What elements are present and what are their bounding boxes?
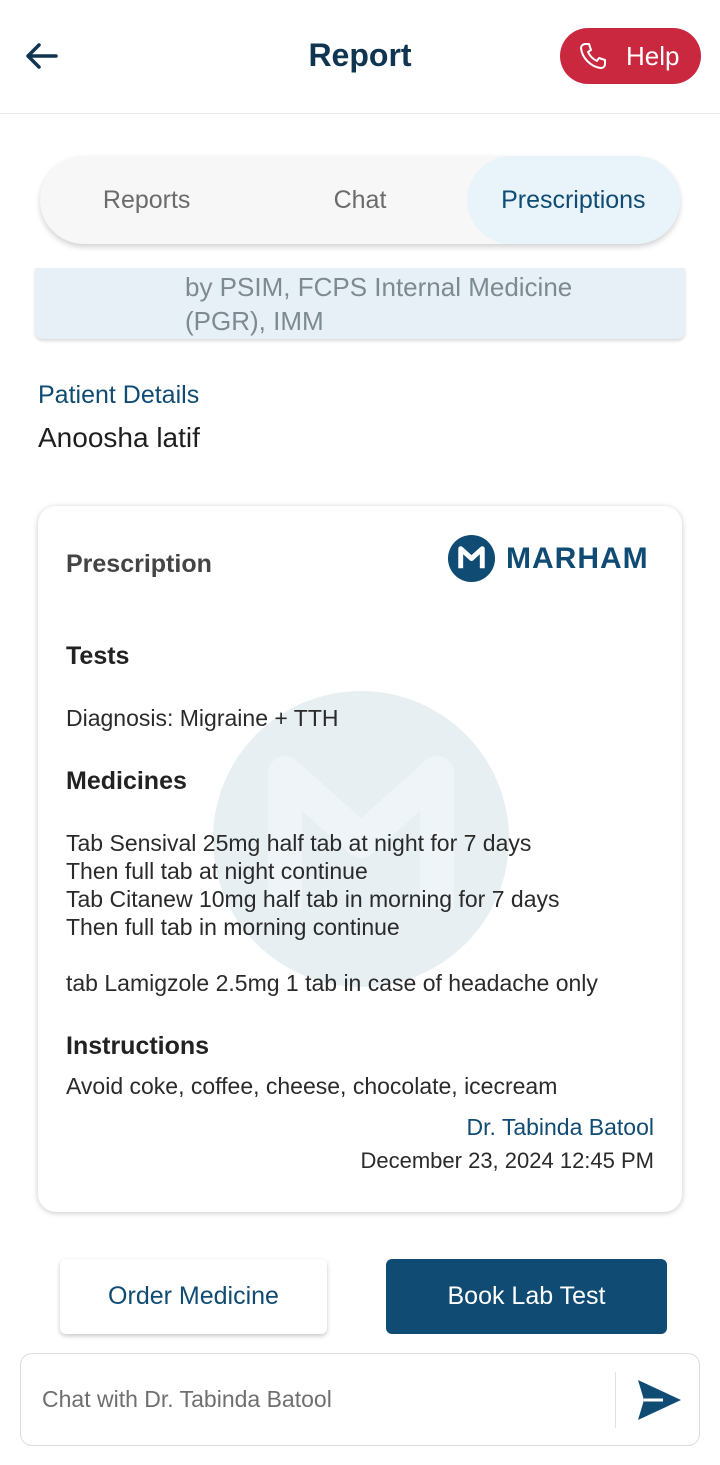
- send-icon: [633, 1376, 685, 1424]
- phone-icon: [578, 41, 608, 71]
- patient-name: Anoosha latif: [38, 422, 200, 453]
- medicine-line: Tab Sensival 25mg half tab at night for 7 days: [66, 830, 532, 856]
- prescription-title: Prescription: [66, 550, 212, 578]
- prescribing-doctor: Dr. Tabinda Batool: [466, 1114, 654, 1140]
- medicine-line: tab Lamigzole 2.5mg 1 tab in case of headache only: [66, 970, 598, 996]
- chat-divider: [615, 1372, 616, 1428]
- marham-logo-icon: [447, 534, 496, 583]
- prescription-date: December 23, 2024 12:45 PM: [360, 1148, 654, 1173]
- patient-details-label: Patient Details: [38, 381, 200, 409]
- doctor-info-card: [35, 268, 685, 339]
- prescription-card: [38, 506, 682, 1212]
- marham-logo-text: MARHAM: [506, 541, 649, 575]
- tab-reports[interactable]: Reports: [102, 185, 191, 214]
- chat-input[interactable]: [21, 1354, 615, 1445]
- marham-logo: [447, 534, 649, 583]
- tab-bar: [40, 156, 680, 244]
- help-label: Help: [626, 40, 680, 71]
- medicines-heading: Medicines: [66, 767, 187, 795]
- diagnosis-text: Diagnosis: Migraine + TTH: [66, 705, 339, 731]
- tests-heading: Tests: [66, 642, 130, 670]
- doctor-qualification-line2: (PGR), IMM: [185, 306, 324, 336]
- page-title: Report: [308, 37, 412, 73]
- medicine-line: Tab Citanew 10mg half tab in morning for 7 days: [66, 886, 560, 912]
- app-header: [0, 0, 720, 114]
- medicine-line: Then full tab at night continue: [66, 858, 368, 884]
- help-button[interactable]: [560, 28, 701, 84]
- order-medicine-button[interactable]: Order Medicine: [60, 1259, 327, 1334]
- tab-prescriptions[interactable]: Prescriptions: [467, 156, 680, 244]
- medicine-line: Then full tab in morning continue: [66, 914, 400, 940]
- send-button[interactable]: [633, 1376, 685, 1424]
- tab-chat[interactable]: Chat: [333, 185, 387, 214]
- instructions-text: Avoid coke, coffee, cheese, chocolate, icecream: [66, 1073, 558, 1099]
- instructions-heading: Instructions: [66, 1032, 210, 1060]
- doctor-qualification-line1: by PSIM, FCPS Internal Medicine: [185, 272, 573, 302]
- book-lab-test-button[interactable]: Book Lab Test: [386, 1259, 667, 1334]
- chat-bar: [20, 1353, 700, 1446]
